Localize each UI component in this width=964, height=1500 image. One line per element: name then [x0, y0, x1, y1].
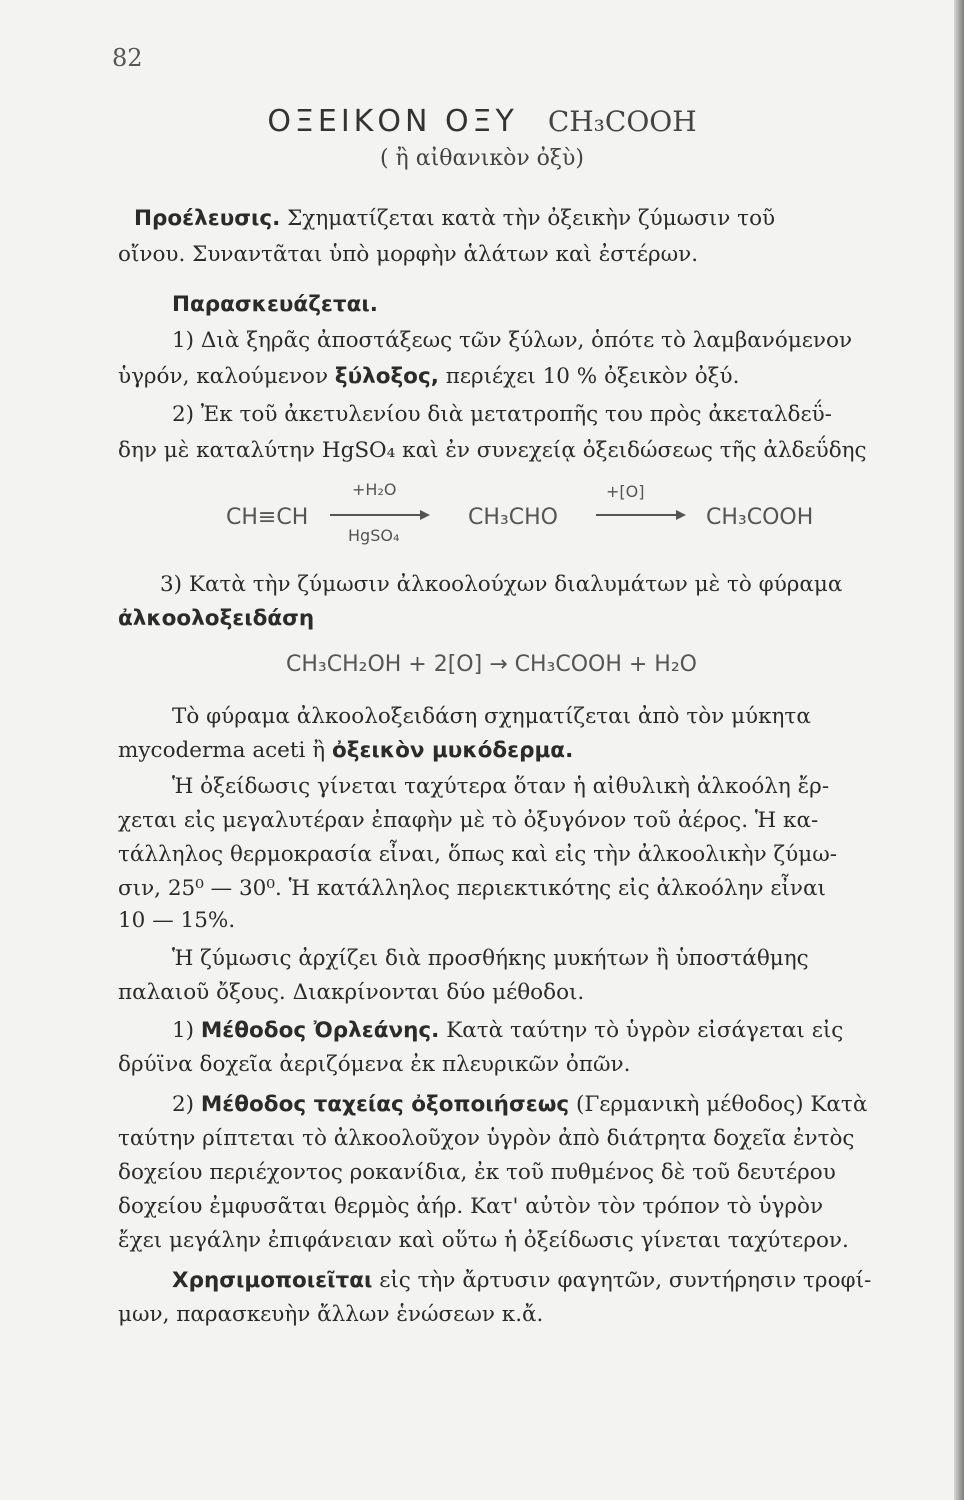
oxidation-line-5: 10 — 15%.	[118, 908, 236, 933]
orleans-line-1: 1) Μέθοδος Ὀρλεάνης. Κατὰ ταύτην τὸ ὑγρὸν εἰσάγεται εἰς	[172, 1018, 844, 1043]
oxidation-line-2: χεται εἰς μεγαλυτέραν ἐπαφὴν μὲ τὸ ὀξυγόνον τοῦ ἀέρος. Ἡ κα-	[118, 808, 819, 833]
quick-line-5: ἔχει μεγάλην ἐπιφάνειαν καὶ οὕτω ἡ ὀξείδωσις γίνεται ταχύτερον.	[118, 1228, 849, 1253]
uses-heading: Χρησιμοποιεῖται	[172, 1268, 373, 1293]
eq1-product: CH₃COOH	[706, 505, 814, 530]
page-number: 82	[112, 44, 143, 72]
subtitle: ( ἢ αἰθανικὸν ὀξὺ)	[379, 146, 584, 171]
eq1-arrow-1	[330, 508, 430, 522]
oxidation-line-4: σιν, 25⁰ — 30⁰. Ἡ κατάλληλος περιεκτικότης εἰς ἀλκοόλην εἶναι	[118, 876, 826, 901]
eq1-reactant: CH≡CH	[226, 505, 309, 530]
method2-line-2: δην μὲ καταλύτην HgSO₄ καὶ ἐν συνεχείᾳ ὀξειδώσεως τῆς ἀλδεΰδης	[118, 438, 867, 463]
origin-line-2: οἴνου. Συναντᾶται ὑπὸ μορφὴν ἁλάτων καὶ ἐστέρων.	[118, 242, 699, 267]
method1-line-2: ὑγρόν, καλούμενον ξύλοξος, περιέχει 10 % ὀξεικὸν ὀξύ.	[118, 364, 740, 389]
page-title	[0, 104, 964, 139]
method2-line-1: 2) Ἐκ τοῦ ἀκετυλενίου διὰ μετατροπῆς του πρὸς ἀκεταλδεΰ-	[172, 402, 832, 427]
zymosis-line-1: Ἡ ζύμωσις ἀρχίζει διὰ προσθήκης μυκήτων ἢ ὑποστάθμης	[172, 946, 809, 971]
origin-heading: Προέλευσις.	[134, 206, 281, 231]
eq1-above-arrow-1: +H₂O	[352, 480, 397, 499]
oxidation-line-3: τάλληλος θερμοκρασία εἶναι, ὅπως καὶ εἰς τὴν ἀλκοολικὴν ζύμω-	[118, 842, 838, 867]
enzyme-term: ἀλκοολοξειδάση	[118, 606, 315, 631]
method3-line-1: 3) Κατὰ τὴν ζύμωσιν ἀλκοολούχων διαλυμάτων μὲ τὸ φύραμα	[160, 572, 843, 597]
uses-line-1: Χρησιμοποιεῖται εἰς τὴν ἄρτυσιν φαγητῶν, συντήρησιν τροφί-	[172, 1268, 872, 1293]
zymosis-line-2: παλαιοῦ ὄξους. Διακρίνονται δύο μέθοδοι.	[118, 980, 585, 1005]
quick-line-3: δοχείου περιέχοντος ροκανίδια, ἐκ τοῦ πυθμένος δὲ τοῦ δευτέρου	[118, 1160, 836, 1185]
orleans-heading: Μέθοδος Ὀρλεάνης.	[200, 1018, 440, 1043]
method1-line-1: 1) Διὰ ξηρᾶς ἀποστάξεως τῶν ξύλων, ὁπότε τὸ λαμβανόμενον	[172, 328, 853, 353]
quick-method-heading: Μέθοδος ταχείας ὀξοποιήσεως	[200, 1092, 570, 1117]
title-formula: CH₃COOH	[547, 105, 697, 138]
eq1-intermediate: CH₃CHO	[468, 505, 558, 530]
eq2: CH₃CH₂OH + 2[O] → CH₃COOH + H₂O	[286, 652, 697, 677]
ferment-line-2: mycoderma aceti ἢ ὀξεικὸν μυκόδερμα.	[118, 738, 574, 763]
eq1-arrow-2	[596, 508, 686, 522]
uses-line-2: μων, παρασκευὴν ἄλλων ἑνώσεων κ.ἄ.	[118, 1302, 544, 1327]
preparation-heading: Παρασκευάζεται.	[172, 292, 378, 317]
xyloxos-term: ξύλοξος,	[334, 364, 439, 389]
quick-line-1: 2) Μέθοδος ταχείας ὀξοποιήσεως (Γερμανικὴ μέθοδος) Κατὰ	[172, 1092, 868, 1117]
oxidation-line-1: Ἡ ὀξείδωσις γίνεται ταχύτερα ὅταν ἡ αἰθυλικὴ ἀλκοόλη ἔρ-	[172, 774, 830, 799]
ferment-line-1: Τὸ φύραμα ἀλκοολοξειδάση σχηματίζεται ἀπὸ τὸν μύκητα	[172, 704, 811, 729]
page-edge-shadow	[954, 0, 964, 1500]
method3-line-2	[118, 604, 314, 634]
orleans-line-2: δρύϊνα δοχεῖα ἀεριζόμενα ἐκ πλευρικῶν ὀπῶν.	[118, 1052, 631, 1077]
eq1-below-arrow-1: HgSO₄	[348, 526, 400, 545]
mycoderma-term: ὀξεικὸν μυκόδερμα.	[331, 738, 574, 763]
quick-line-4: δοχείου ἐμφυσᾶται θερμὸς ἀήρ. Κατ' αὐτὸν τὸν τρόπον τὸ ὑγρὸν	[118, 1194, 824, 1219]
quick-line-2: ταύτην ρίπτεται τὸ ἀλκοολοῦχον ὑγρὸν ἀπὸ διάτρητα δοχεῖα ἐντὸς	[118, 1126, 855, 1151]
title-text: ΟΞΕΙΚΟΝ ΟΞΥ	[267, 104, 518, 139]
origin-line-1: Προέλευσις. Σχηματίζεται κατὰ τὴν ὀξεικὴν ζύμωσιν τοῦ	[134, 206, 776, 231]
eq1-above-arrow-2: +[O]	[606, 482, 645, 501]
